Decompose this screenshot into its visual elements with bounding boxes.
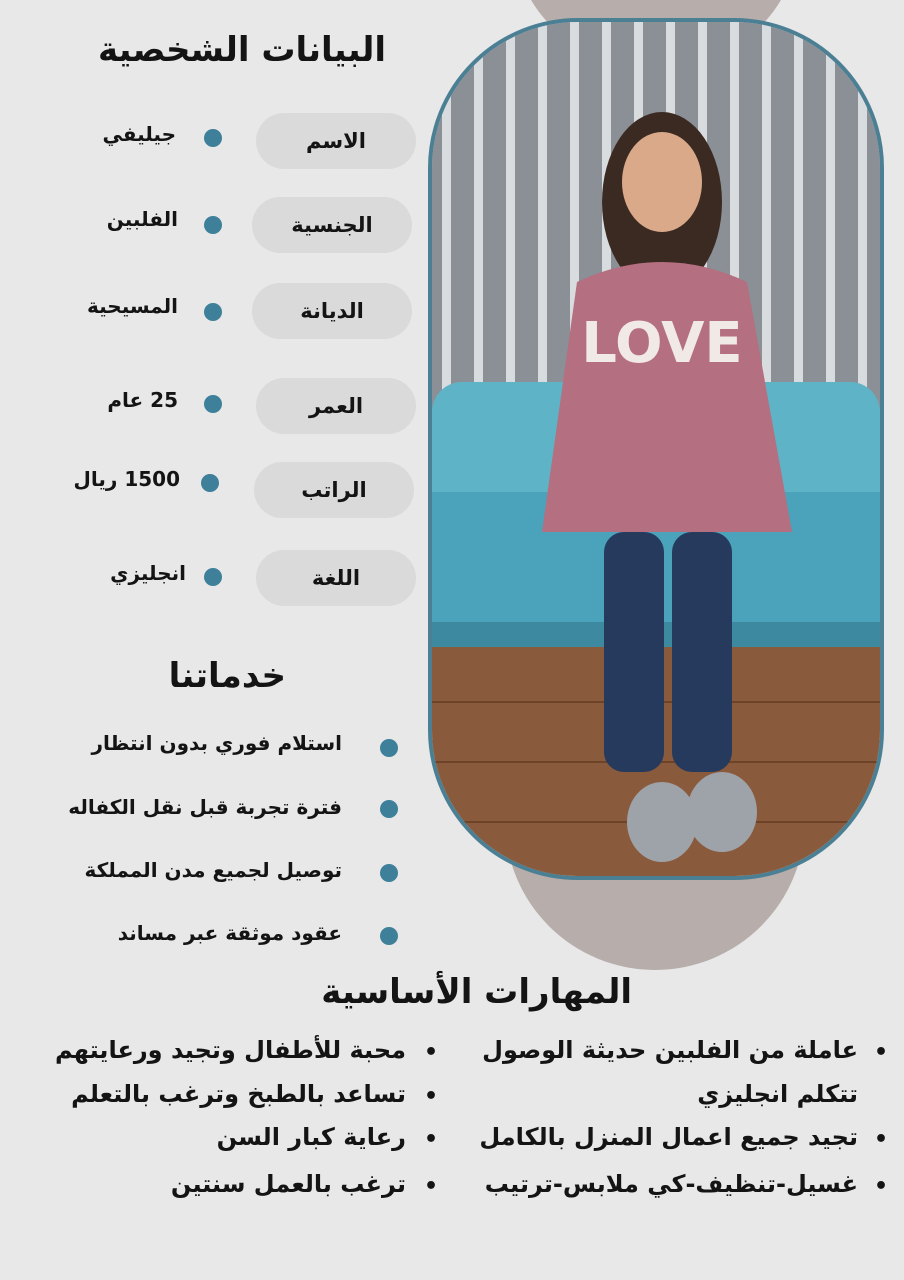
label-salary: الراتب: [254, 462, 414, 518]
value-language: انجليزي: [110, 561, 186, 585]
svg-text:LOVE: LOVE: [581, 311, 743, 376]
bullet-dot: •: [874, 1040, 889, 1065]
label-nationality: الجنسية: [252, 197, 412, 253]
value-salary: 1500 ريال: [73, 467, 180, 491]
bullet-dot: •: [424, 1174, 439, 1199]
label-age: العمر: [256, 378, 416, 434]
skill-item: تتكلم انجليزي: [697, 1080, 858, 1108]
bullet-dot: [380, 927, 398, 945]
service-item: توصيل لجميع مدن المملكة: [84, 858, 342, 882]
worker-photo-illustration: [432, 22, 880, 876]
skill-item: تساعد بالطبخ وترغب بالتعلم: [71, 1080, 406, 1108]
skill-item: غسيل-تنظيف-كي ملابس-ترتيب: [484, 1170, 858, 1198]
label-religion: الديانة: [252, 283, 412, 339]
worker-photo: [428, 18, 884, 880]
bullet-dot: •: [424, 1084, 439, 1109]
personal-data-title: البيانات الشخصية: [97, 30, 386, 70]
label-name: الاسم: [256, 113, 416, 169]
bullet-dot: •: [874, 1174, 889, 1199]
skill-item: عاملة من الفلبين حديثة الوصول: [482, 1036, 858, 1064]
service-item: استلام فوري بدون انتظار: [91, 731, 342, 755]
value-religion: المسيحية: [87, 294, 178, 318]
bullet-dot: [204, 395, 222, 413]
bullet-dot: [204, 216, 222, 234]
bullet-dot: [204, 568, 222, 586]
skill-item: تجيد جميع اعمال المنزل بالكامل: [479, 1123, 858, 1151]
bullet-dot: •: [874, 1127, 889, 1152]
skill-item: ترغب بالعمل سنتين: [170, 1170, 406, 1198]
bullet-dot: [201, 474, 219, 492]
value-nationality: الفلبين: [106, 207, 178, 231]
service-item: عقود موثقة عبر مساند: [117, 921, 342, 945]
bullet-dot: [204, 303, 222, 321]
service-item: فترة تجربة قبل نقل الكفاله: [68, 795, 342, 819]
skills-title: المهارات الأساسية: [321, 972, 632, 1012]
value-age: 25 عام: [107, 388, 178, 412]
skill-item: محبة للأطفال وتجيد ورعايتهم: [54, 1036, 406, 1064]
bullet-dot: [380, 864, 398, 882]
label-language: اللغة: [256, 550, 416, 606]
skill-item: رعاية كبار السن: [216, 1123, 406, 1151]
bullet-dot: •: [424, 1127, 439, 1152]
bullet-dot: •: [424, 1040, 439, 1065]
bullet-dot: [380, 800, 398, 818]
value-name: جيليفي: [102, 122, 176, 146]
services-title: خدماتنا: [168, 656, 286, 696]
bullet-dot: [204, 129, 222, 147]
bullet-dot: [380, 739, 398, 757]
